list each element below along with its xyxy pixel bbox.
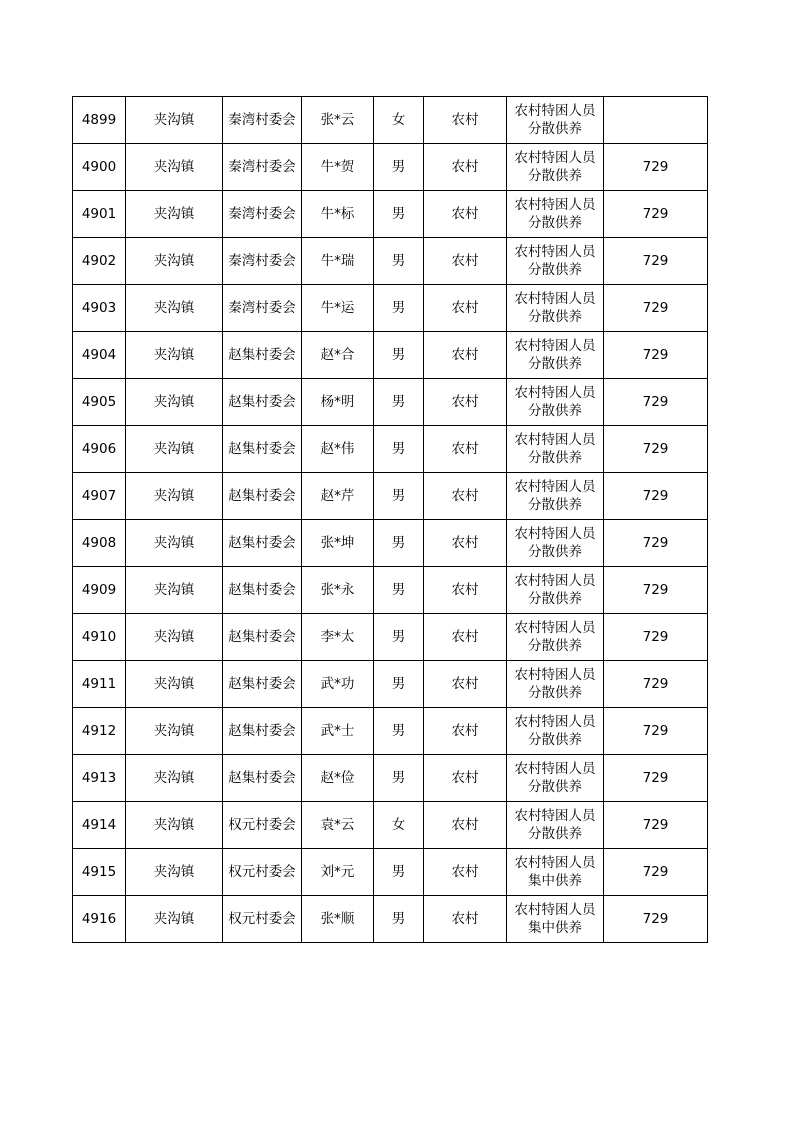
table-row: [73, 567, 708, 614]
name-cell: 张*云: [302, 97, 374, 144]
table-row: [73, 238, 708, 285]
town-cell: 夹沟镇: [126, 97, 223, 144]
gender-cell: 男: [374, 567, 424, 614]
gender-cell: 男: [374, 379, 424, 426]
category-cell: 农村特困人员分散供养: [507, 708, 604, 755]
village-cell: 赵集村委会: [223, 520, 302, 567]
table-row: [73, 426, 708, 473]
category-cell: 农村特困人员分散供养: [507, 285, 604, 332]
category-cell: 农村特困人员分散供养: [507, 191, 604, 238]
area-cell: 农村: [424, 708, 507, 755]
village-cell: 赵集村委会: [223, 661, 302, 708]
town-cell: 夹沟镇: [126, 238, 223, 285]
name-cell: 武*功: [302, 661, 374, 708]
row-number: 4910: [73, 614, 126, 661]
area-cell: 农村: [424, 567, 507, 614]
gender-cell: 男: [374, 849, 424, 896]
category-cell: 农村特困人员集中供养: [507, 896, 604, 943]
amount-cell: 729: [604, 238, 708, 285]
gender-cell: 男: [374, 614, 424, 661]
row-number: 4913: [73, 755, 126, 802]
amount-cell: 729: [604, 896, 708, 943]
gender-cell: 男: [374, 144, 424, 191]
row-number: 4911: [73, 661, 126, 708]
name-cell: 牛*贺: [302, 144, 374, 191]
row-number: 4915: [73, 849, 126, 896]
town-cell: 夹沟镇: [126, 473, 223, 520]
village-cell: 秦湾村委会: [223, 97, 302, 144]
amount-cell: 729: [604, 567, 708, 614]
gender-cell: 男: [374, 238, 424, 285]
area-cell: 农村: [424, 238, 507, 285]
row-number: 4906: [73, 426, 126, 473]
area-cell: 农村: [424, 144, 507, 191]
amount-cell: 729: [604, 285, 708, 332]
area-cell: 农村: [424, 614, 507, 661]
gender-cell: 男: [374, 896, 424, 943]
table-row: [73, 755, 708, 802]
town-cell: 夹沟镇: [126, 896, 223, 943]
name-cell: 牛*标: [302, 191, 374, 238]
gender-cell: 女: [374, 802, 424, 849]
area-cell: 农村: [424, 520, 507, 567]
amount-cell: 729: [604, 802, 708, 849]
beneficiary-table: [72, 96, 708, 943]
village-cell: 赵集村委会: [223, 708, 302, 755]
table-row: [73, 144, 708, 191]
gender-cell: 男: [374, 661, 424, 708]
amount-cell: 729: [604, 755, 708, 802]
row-number: 4916: [73, 896, 126, 943]
town-cell: 夹沟镇: [126, 755, 223, 802]
row-number: 4901: [73, 191, 126, 238]
row-number: 4907: [73, 473, 126, 520]
village-cell: 赵集村委会: [223, 332, 302, 379]
table-body: [73, 97, 708, 943]
table-row: [73, 661, 708, 708]
area-cell: 农村: [424, 896, 507, 943]
row-number: 4903: [73, 285, 126, 332]
village-cell: 赵集村委会: [223, 614, 302, 661]
gender-cell: 男: [374, 708, 424, 755]
town-cell: 夹沟镇: [126, 849, 223, 896]
name-cell: 张*顺: [302, 896, 374, 943]
gender-cell: 男: [374, 426, 424, 473]
area-cell: 农村: [424, 849, 507, 896]
town-cell: 夹沟镇: [126, 661, 223, 708]
row-number: 4900: [73, 144, 126, 191]
village-cell: 赵集村委会: [223, 426, 302, 473]
area-cell: 农村: [424, 473, 507, 520]
amount-cell: 729: [604, 426, 708, 473]
table-row: [73, 379, 708, 426]
area-cell: 农村: [424, 285, 507, 332]
name-cell: 赵*伟: [302, 426, 374, 473]
town-cell: 夹沟镇: [126, 567, 223, 614]
village-cell: 赵集村委会: [223, 379, 302, 426]
name-cell: 赵*合: [302, 332, 374, 379]
name-cell: 张*永: [302, 567, 374, 614]
category-cell: 农村特困人员分散供养: [507, 661, 604, 708]
name-cell: 牛*运: [302, 285, 374, 332]
category-cell: 农村特困人员分散供养: [507, 97, 604, 144]
amount-cell: 729: [604, 191, 708, 238]
amount-cell: 729: [604, 379, 708, 426]
category-cell: 农村特困人员分散供养: [507, 614, 604, 661]
village-cell: 权元村委会: [223, 849, 302, 896]
name-cell: 袁*云: [302, 802, 374, 849]
area-cell: 农村: [424, 802, 507, 849]
town-cell: 夹沟镇: [126, 332, 223, 379]
category-cell: 农村特困人员分散供养: [507, 520, 604, 567]
category-cell: 农村特困人员分散供养: [507, 426, 604, 473]
row-number: 4908: [73, 520, 126, 567]
name-cell: 李*太: [302, 614, 374, 661]
village-cell: 秦湾村委会: [223, 285, 302, 332]
gender-cell: 女: [374, 97, 424, 144]
gender-cell: 男: [374, 755, 424, 802]
gender-cell: 男: [374, 473, 424, 520]
category-cell: 农村特困人员分散供养: [507, 332, 604, 379]
village-cell: 秦湾村委会: [223, 238, 302, 285]
village-cell: 权元村委会: [223, 896, 302, 943]
amount-cell: 729: [604, 614, 708, 661]
category-cell: 农村特困人员分散供养: [507, 802, 604, 849]
village-cell: 权元村委会: [223, 802, 302, 849]
name-cell: 武*士: [302, 708, 374, 755]
table-row: [73, 614, 708, 661]
category-cell: 农村特困人员分散供养: [507, 379, 604, 426]
gender-cell: 男: [374, 332, 424, 379]
category-cell: 农村特困人员分散供养: [507, 144, 604, 191]
town-cell: 夹沟镇: [126, 614, 223, 661]
amount-cell: 729: [604, 332, 708, 379]
row-number: 4902: [73, 238, 126, 285]
town-cell: 夹沟镇: [126, 191, 223, 238]
area-cell: 农村: [424, 426, 507, 473]
name-cell: 杨*明: [302, 379, 374, 426]
table-row: [73, 520, 708, 567]
row-number: 4912: [73, 708, 126, 755]
category-cell: 农村特困人员分散供养: [507, 238, 604, 285]
row-number: 4914: [73, 802, 126, 849]
table-row: [73, 802, 708, 849]
village-cell: 赵集村委会: [223, 473, 302, 520]
table-row: [73, 285, 708, 332]
village-cell: 秦湾村委会: [223, 144, 302, 191]
table-row: [73, 332, 708, 379]
town-cell: 夹沟镇: [126, 144, 223, 191]
area-cell: 农村: [424, 755, 507, 802]
amount-cell: 729: [604, 661, 708, 708]
area-cell: 农村: [424, 379, 507, 426]
area-cell: 农村: [424, 661, 507, 708]
row-number: 4909: [73, 567, 126, 614]
amount-cell: 729: [604, 144, 708, 191]
row-number: 4905: [73, 379, 126, 426]
table-row: [73, 473, 708, 520]
amount-cell: 729: [604, 849, 708, 896]
town-cell: 夹沟镇: [126, 802, 223, 849]
area-cell: 农村: [424, 97, 507, 144]
village-cell: 赵集村委会: [223, 755, 302, 802]
amount-cell: 729: [604, 708, 708, 755]
category-cell: 农村特困人员分散供养: [507, 567, 604, 614]
name-cell: 赵*芹: [302, 473, 374, 520]
gender-cell: 男: [374, 520, 424, 567]
name-cell: 张*坤: [302, 520, 374, 567]
village-cell: 赵集村委会: [223, 567, 302, 614]
row-number: 4899: [73, 97, 126, 144]
amount-cell: 729: [604, 520, 708, 567]
table-row: [73, 97, 708, 144]
category-cell: 农村特困人员分散供养: [507, 473, 604, 520]
table-row: [73, 191, 708, 238]
row-number: 4904: [73, 332, 126, 379]
town-cell: 夹沟镇: [126, 426, 223, 473]
category-cell: 农村特困人员分散供养: [507, 755, 604, 802]
table-row: [73, 896, 708, 943]
table-row: [73, 849, 708, 896]
village-cell: 秦湾村委会: [223, 191, 302, 238]
amount-cell: [604, 97, 708, 144]
name-cell: 刘*元: [302, 849, 374, 896]
town-cell: 夹沟镇: [126, 708, 223, 755]
gender-cell: 男: [374, 191, 424, 238]
area-cell: 农村: [424, 332, 507, 379]
town-cell: 夹沟镇: [126, 379, 223, 426]
name-cell: 牛*瑞: [302, 238, 374, 285]
town-cell: 夹沟镇: [126, 520, 223, 567]
table-row: [73, 708, 708, 755]
amount-cell: 729: [604, 473, 708, 520]
area-cell: 农村: [424, 191, 507, 238]
town-cell: 夹沟镇: [126, 285, 223, 332]
category-cell: 农村特困人员集中供养: [507, 849, 604, 896]
name-cell: 赵*俭: [302, 755, 374, 802]
gender-cell: 男: [374, 285, 424, 332]
